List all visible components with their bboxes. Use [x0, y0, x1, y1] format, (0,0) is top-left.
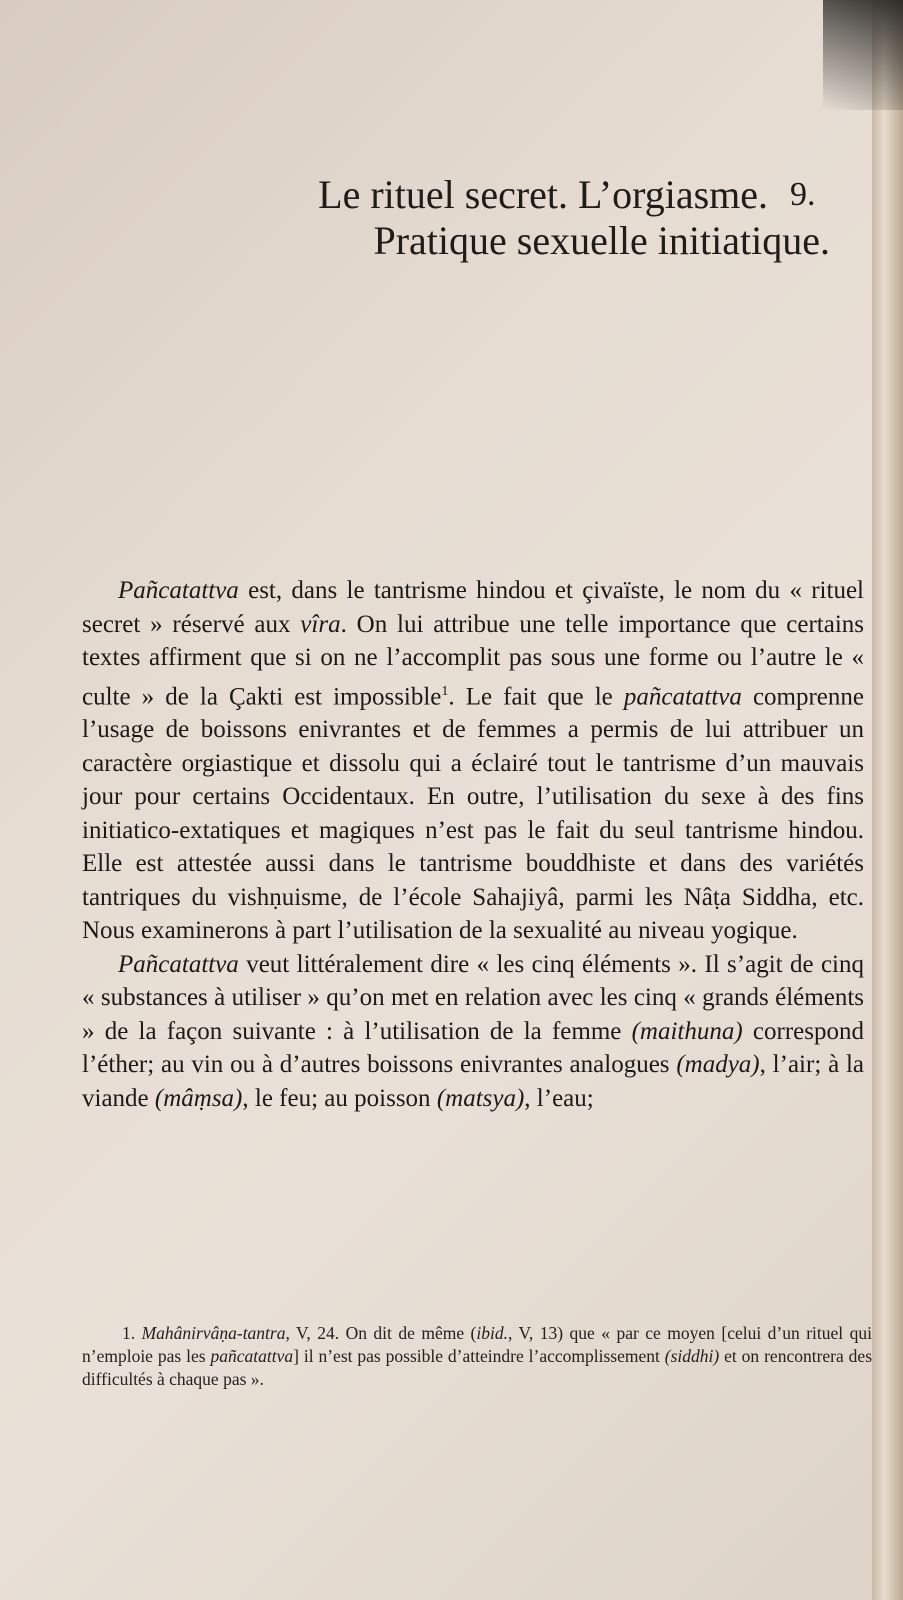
text-run: , l’eau; — [524, 1084, 594, 1112]
paragraph — [82, 574, 864, 948]
italic-term: Mahânirvâṇa-tantra — [141, 1323, 286, 1343]
text-run: , le feu; au poisson — [242, 1084, 437, 1112]
footnote-ref[interactable]: 1 — [441, 683, 449, 699]
background-shadow — [823, 0, 903, 110]
text-run: , V, 24. On dit de même ( — [285, 1323, 477, 1343]
chapter-title-line-2: Pratique sexuelle initiatique. — [373, 218, 830, 263]
paragraph — [82, 948, 864, 1116]
italic-term: (maithuna) — [631, 1017, 743, 1045]
text-run: , V, 13) que « par ce moyen [celui d’un rituel qui n’emploie pas les — [82, 1323, 872, 1366]
footnotes — [82, 1322, 872, 1391]
chapter-number: 9. — [790, 176, 816, 213]
italic-term: (madya) — [676, 1051, 760, 1079]
footnote — [82, 1322, 872, 1391]
text-run: veut littéralement dire « les cinq éléments ». Il s’agit de cinq « substances à utiliser » qu’on met en relation avec les cinq « grands éléments » de la façon suivante : à l’utilisation de la femme — [82, 950, 864, 1045]
text-run: ] il n’est pas possible d’atteindre l’accomplissement — [293, 1346, 665, 1366]
text-run: comprenne l’usage de boissons enivrantes et de femmes a permis de lui attribuer un caractère orgiastique et dissolu qui a éclairé tout le tantrisme d’un mauvais jour pour certains Occidentaux. En outre, l’utilisation du sexe à des fins initiatico-extatiques et magiques n’est pas le fait du seul tantrisme hindou. Elle est attestée aussi dans le tantrisme bouddhiste et dans des variétés tantriques du vishṇuisme, de l’école Sahajiyâ, parmi les Nâṭa Siddha, etc. Nous examinerons à part l’utilisation de la sexualité au niveau yogique. — [82, 682, 865, 945]
chapter-title-line-1: Le rituel secret. L’orgiasme. — [318, 172, 768, 217]
body-text — [82, 574, 864, 1115]
italic-term: (siddhi) — [664, 1346, 720, 1366]
italic-term: (mâṃsa) — [154, 1084, 243, 1112]
chapter-title — [300, 172, 830, 264]
text-run: 1. — [122, 1323, 142, 1343]
italic-term: vîra — [300, 610, 341, 638]
italic-term: Pañcatattva — [118, 950, 239, 978]
text-run: correspond l’éther; au vin ou à d’autres boissons enivrantes analogues — [82, 1017, 864, 1079]
italic-term: Pañcatattva — [118, 577, 239, 604]
text-run: , l’air; à la viande — [82, 1051, 864, 1112]
text-run: est, dans le tantrisme hindou et çivaïste, le nom du « rituel secret » réservé aux — [82, 577, 864, 638]
italic-term: (matsya) — [436, 1084, 525, 1112]
italic-term: ibid. — [476, 1323, 508, 1343]
page-edge — [872, 0, 903, 1600]
text-run: . Le fait que le — [448, 682, 624, 710]
text-run: . On lui attribue une telle importance que certains textes affirment que si on ne l’accomplit pas sous une forme ou l’autre le « culte » de la Çakti est impossible — [82, 610, 864, 710]
text-run: et on rencontrera des difficultés à chaque pas ». — [82, 1346, 872, 1389]
italic-term: pañcatattva — [623, 682, 742, 710]
italic-term: pañcatattva — [210, 1346, 294, 1366]
